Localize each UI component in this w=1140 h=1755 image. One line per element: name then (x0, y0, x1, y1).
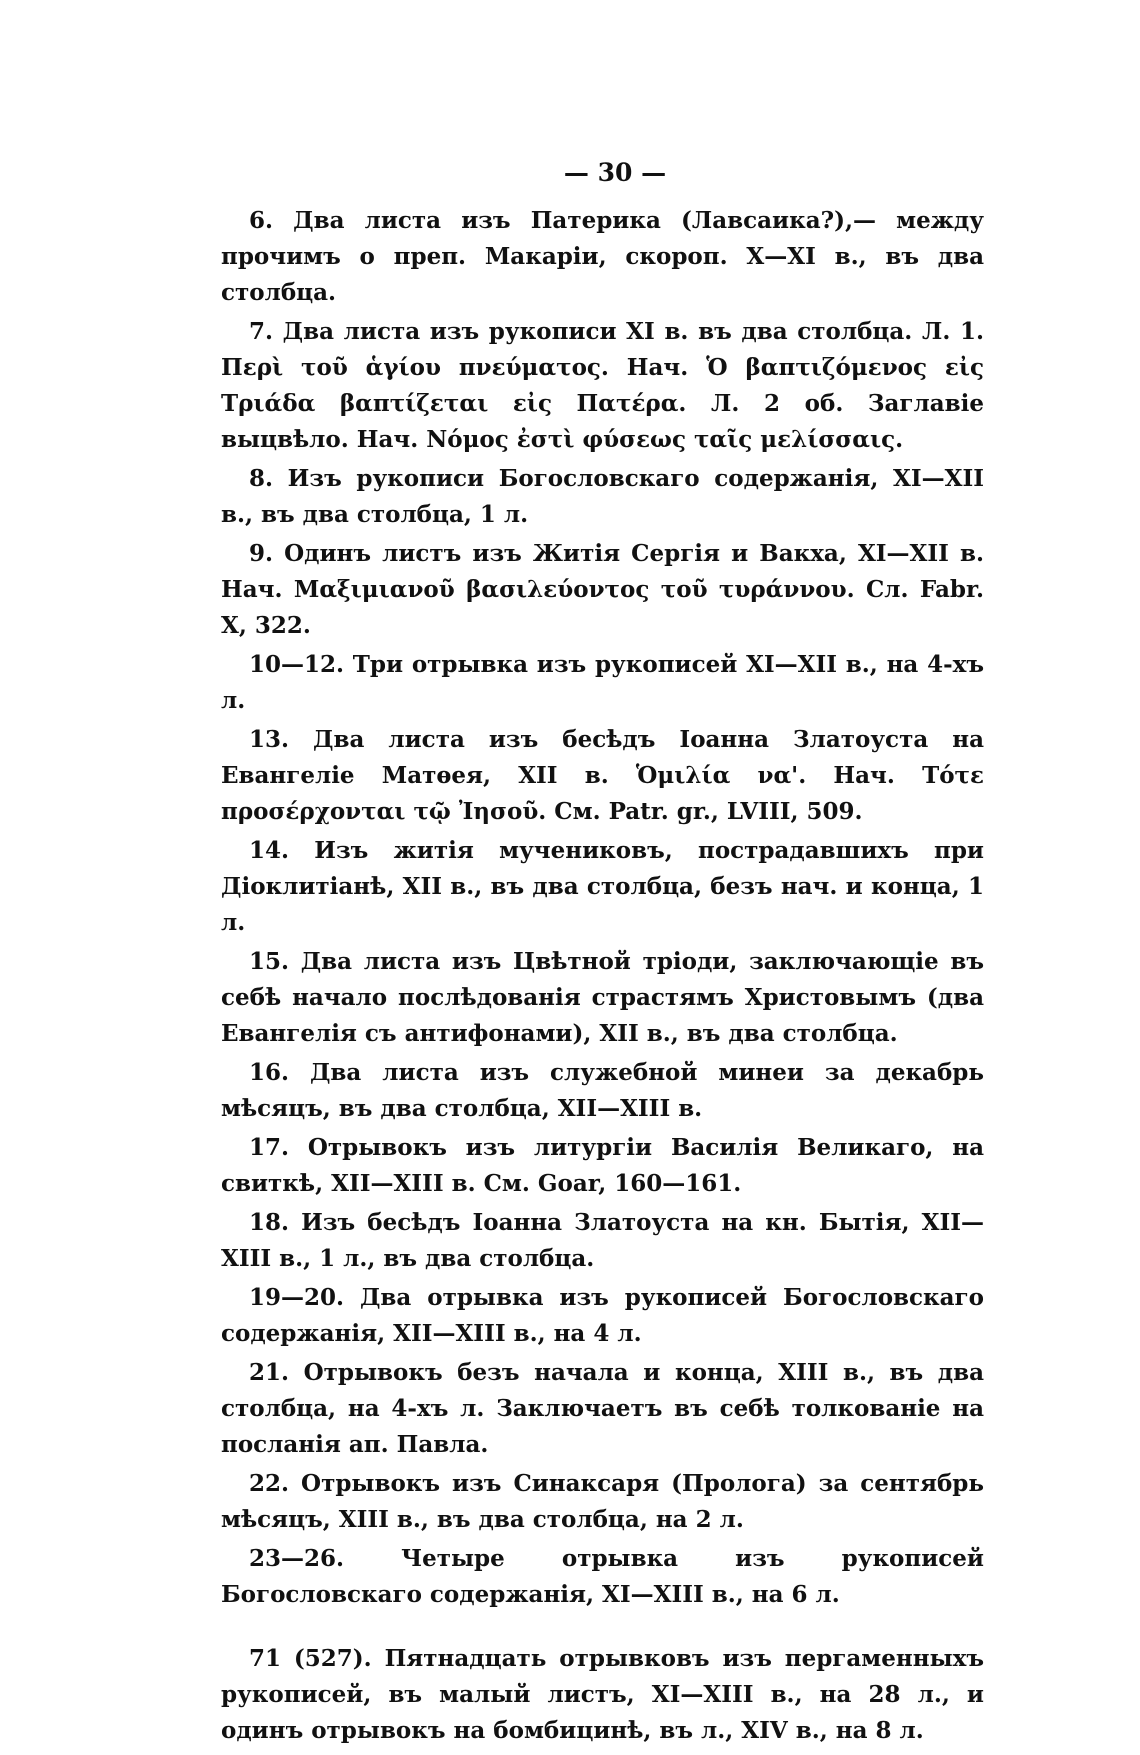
list-item: 16. Два листа изъ служебной минеи за декабрь мѣсяцъ, въ два столбца, XII—XIII в. (221, 1059, 984, 1122)
list-item: 18. Изъ бесѣдъ Іоанна Златоуста на кн. Бытія, XII—XIII в., 1 л., въ два столбца. (221, 1209, 984, 1272)
list-item: 23—26. Четыре отрывка изъ рукописей Богословскаго содержанія, XI—XIII в., на 6 л. (221, 1545, 984, 1608)
list-item: 21. Отрывокъ безъ начала и конца, XIII в., въ два столбца, на 4-хъ л. Заключаетъ въ себѣ толкованіе на посланія ап. Павла. (221, 1359, 984, 1458)
final-entry: 71 (527). Пятнадцать отрывковъ изъ пергаменныхъ рукописей, въ малый листъ, XI—XIII в., на 28 л., и одинъ отрывокъ на бомбицинѣ, въ л., XIV в., на 8 л. (221, 1645, 984, 1744)
list-item: 17. Отрывокъ изъ литургіи Василія Великаго, на свиткѣ, XII—XIII в. См. Goar, 160—161. (221, 1134, 984, 1197)
list-item: 7. Два листа изъ рукописи XI в. въ два столбца. Л. 1. Περὶ τοῦ ἁγίου πνεύματος. Нач. Ὁ βαπτιζόμενος εἰς Τριάδα βαπτίζεται εἰς Πατέρα. Л. 2 об. Заглавіе выцвѣло. Нач. Νόμος ἐστὶ φύσεως ταῖς μελίσσαις. (221, 318, 984, 453)
list-item: 22. Отрывокъ изъ Синаксаря (Пролога) за сентябрь мѣсяцъ, XIII в., въ два столбца, на 2 л. (221, 1470, 984, 1533)
list-item: 9. Одинъ листъ изъ Житія Сергія и Вакха, XI—XII в. Нач. Μαξιμιανοῦ βασιλεύοντος τοῦ τυράννου. Сл. Fabr. X, 322. (221, 540, 984, 639)
list-item: 15. Два листа изъ Цвѣтной тріоди, заключающіе въ себѣ начало послѣдованія страстямъ Христовымъ (два Евангелія съ антифонами), XII в., въ два столбца. (221, 948, 984, 1047)
page-number: — 30 — (563, 158, 667, 187)
entry-list (221, 203, 984, 1752)
list-item: 8. Изъ рукописи Богословскаго содержанія, XI—XII в., въ два столбца, 1 л. (221, 465, 984, 528)
list-item: 10—12. Три отрывка изъ рукописей XI—XII в., на 4-хъ л. (221, 651, 984, 714)
list-item: 19—20. Два отрывка изъ рукописей Богословскаго содержанія, XII—XIII в., на 4 л. (221, 1284, 984, 1347)
list-item: 6. Два листа изъ Патерика (Лавсаика?),— между прочимъ о преп. Макаріи, скороп. X—XI в., въ два столбца. (221, 207, 984, 306)
list-item: 13. Два листа изъ бесѣдъ Іоанна Златоуста на Евангеліе Матѳея, XII в. Ὁμιλία να'. Нач. Τότε προσέρχονται τῷ Ἰησοῦ. См. Patr. gr., LVIII, 509. (221, 726, 984, 825)
list-item: 14. Изъ житія мучениковъ, пострадавшихъ при Діоклитіанѣ, XII в., въ два столбца, безъ нач. и конца, 1 л. (221, 837, 984, 936)
